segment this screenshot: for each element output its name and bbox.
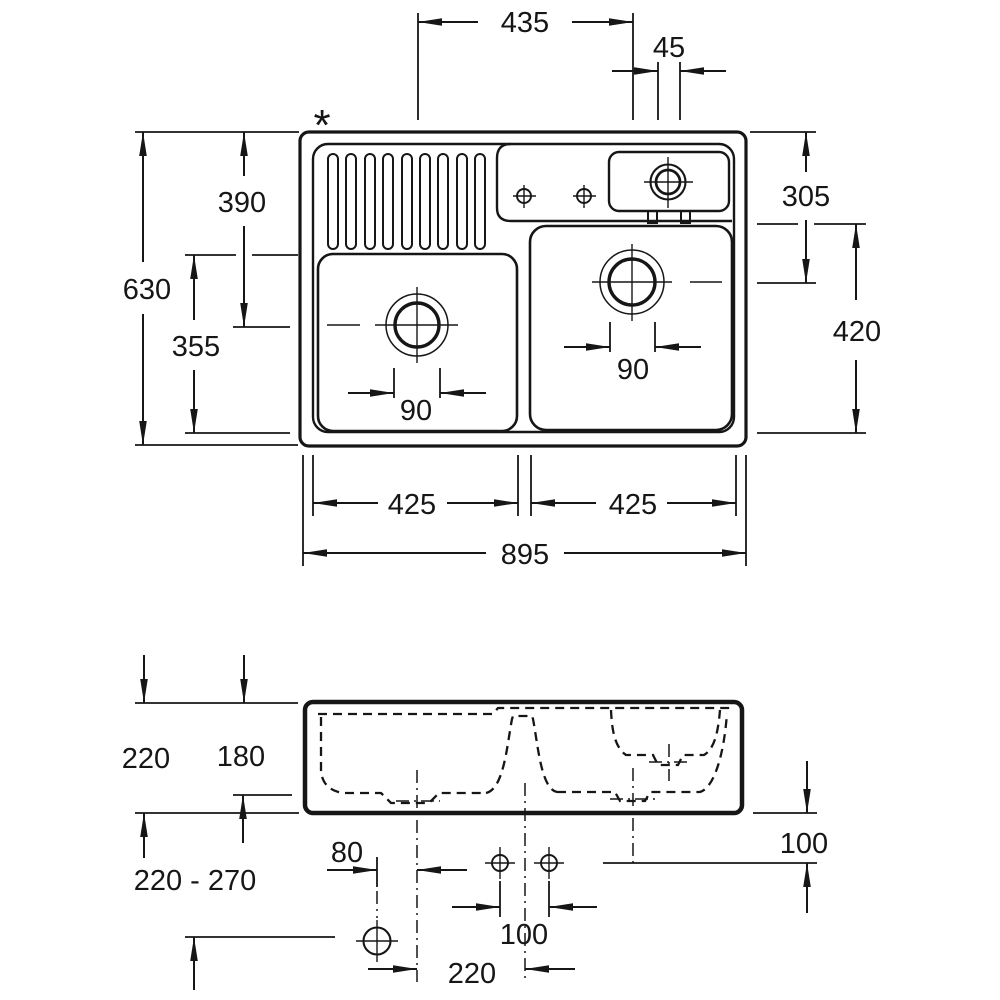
drainer-groove: [328, 154, 338, 249]
dim-drain-center-spacing: [368, 958, 575, 990]
drainer-grooves: [328, 154, 485, 249]
drainer-groove: [365, 154, 375, 249]
dim-label-100-drop: 100: [779, 828, 829, 860]
footnote-asterisk: *: [313, 101, 331, 150]
dim-label-220-centers: 220: [447, 958, 497, 990]
drainer-groove: [457, 154, 467, 249]
right-bowl-profile: [557, 713, 727, 801]
dim-label-220-height: 220: [121, 743, 171, 775]
bowl-divider-profile: [486, 716, 557, 793]
tap-deck-profile: [611, 710, 720, 765]
dim-left-chain: [123, 132, 299, 445]
dim-outlet-height-range: [134, 865, 335, 990]
dim-right-chain: [750, 132, 881, 433]
dim-label-390: 390: [217, 187, 267, 219]
dim-label-425-left: 425: [387, 489, 437, 521]
right-bowl: [530, 226, 732, 430]
dim-label-100-spacing: 100: [499, 919, 549, 951]
dim-label-895: 895: [500, 539, 550, 571]
drainer-groove: [346, 154, 356, 249]
dim-label-180: 180: [216, 741, 266, 773]
drainer-groove: [420, 154, 430, 249]
dim-label-425-right: 425: [608, 489, 658, 521]
ledge-tap-holes: [513, 185, 596, 208]
plan-view: [123, 7, 881, 571]
dim-label-435: 435: [500, 7, 550, 39]
dim-label-45: 45: [652, 32, 686, 64]
dim-label-220-270: 220 - 270: [133, 865, 257, 897]
drainer-groove: [475, 154, 485, 249]
dim-tap-offset: [612, 32, 726, 120]
dim-left-drain: [348, 368, 486, 427]
drainer-groove: [438, 154, 448, 249]
dim-outlet-offset: [327, 837, 467, 887]
drainer-groove: [402, 154, 412, 249]
dim-label-90-right: 90: [616, 354, 650, 386]
dim-label-80: 80: [330, 837, 364, 869]
waste-outlet: [356, 920, 398, 962]
dim-right-drain: [564, 322, 701, 386]
dim-label-630: 630: [122, 274, 172, 306]
rim-hidden-line: [318, 708, 732, 714]
dim-label-420: 420: [832, 316, 882, 348]
dim-label-305: 305: [781, 181, 831, 213]
front-body-outline: [305, 702, 742, 813]
drainer-groove: [383, 154, 393, 249]
right-bowl-outline: [530, 226, 732, 430]
tap-deck: [609, 152, 729, 223]
dim-label-355: 355: [171, 331, 221, 363]
dim-width-chain: [303, 455, 746, 571]
dim-height-chain: [122, 655, 299, 858]
front-view: [122, 655, 828, 990]
dim-drain-spacing: [418, 7, 633, 120]
left-bowl-profile: [321, 717, 486, 803]
dim-label-90-left: 90: [399, 395, 433, 427]
dim-tap-hole-drop: [603, 761, 828, 913]
